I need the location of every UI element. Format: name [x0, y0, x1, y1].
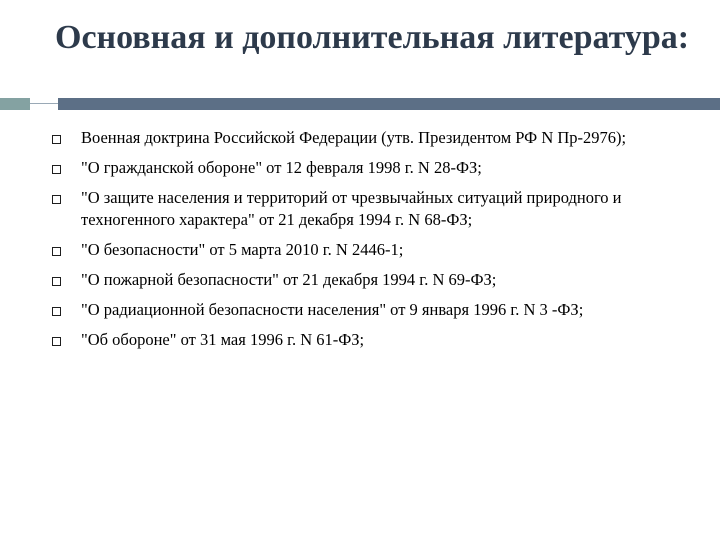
square-bullet-icon	[52, 195, 61, 204]
list-item-text: "Об обороне" от 31 мая 1996 г. N 61-ФЗ;	[81, 330, 365, 349]
list-item	[52, 187, 692, 231]
square-bullet-icon	[52, 247, 61, 256]
slide-title: Основная и дополнительная литература:	[55, 19, 690, 56]
list-item	[52, 299, 692, 321]
square-bullet-icon	[52, 165, 61, 174]
square-bullet-icon	[52, 277, 61, 286]
literature-list	[52, 127, 692, 351]
square-bullet-icon	[52, 307, 61, 316]
list-item	[52, 127, 692, 149]
list-item	[52, 269, 692, 291]
list-item-text: "О радиационной безопасности населения" от 9 января 1996 г. N 3 -ФЗ;	[81, 300, 584, 319]
title-rule-connector	[30, 103, 58, 104]
square-bullet-icon	[52, 135, 61, 144]
list-item	[52, 157, 692, 179]
list-item	[52, 239, 692, 261]
list-item-text: "О пожарной безопасности" от 21 декабря 1994 г. N 69-ФЗ;	[81, 270, 497, 289]
list-item-text: "О безопасности" от 5 марта 2010 г. N 2446-1;	[81, 240, 404, 259]
title-rule	[58, 98, 720, 110]
list-item	[52, 329, 692, 351]
title-rule-accent	[0, 98, 30, 110]
list-item-text: "О защите населения и территорий от чрезвычайных ситуаций природного и техногенного характера" от 21 декабря 1994 г. N 68-ФЗ;	[81, 188, 622, 229]
square-bullet-icon	[52, 337, 61, 346]
list-item-text: Военная доктрина Российской Федерации (утв. Президентом РФ N Пр-2976);	[81, 128, 627, 147]
list-item-text: "О гражданской обороне" от 12 февраля 1998 г. N 28-ФЗ;	[81, 158, 482, 177]
